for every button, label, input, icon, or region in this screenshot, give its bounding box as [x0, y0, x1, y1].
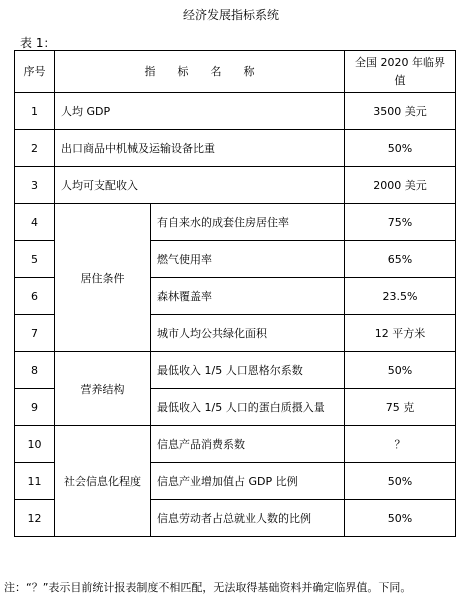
row-name: 燃气使用率 [151, 241, 345, 278]
row-name: 城市人均公共绿化面积 [151, 315, 345, 352]
category-social-informatization: 社会信息化程度 [55, 426, 151, 537]
row-value: 3500 美元 [345, 93, 456, 130]
row-no: 11 [15, 463, 55, 500]
row-no: 10 [15, 426, 55, 463]
table-row [15, 93, 456, 130]
row-no: 5 [15, 241, 55, 278]
row-name: 信息产品消费系数 [151, 426, 345, 463]
row-no: 12 [15, 500, 55, 537]
category-nutrition-structure: 营养结构 [55, 352, 151, 426]
row-value: 12 平方米 [345, 315, 456, 352]
row-name: 人均 GDP [55, 93, 345, 130]
row-no: 9 [15, 389, 55, 426]
category-living-conditions: 居住条件 [55, 204, 151, 352]
page-title: 经济发展指标系统 [182, 8, 279, 22]
row-no: 3 [15, 167, 55, 204]
table-row [15, 426, 456, 463]
table-label: 表 1： [20, 36, 56, 50]
row-name: 最低收入 1/5 人口恩格尔系数 [151, 352, 345, 389]
row-name: 最低收入 1/5 人口的蛋白质摄入量 [151, 389, 345, 426]
row-no: 1 [15, 93, 55, 130]
header-no: 序号 [15, 51, 55, 93]
row-value: ？ [345, 426, 456, 463]
table-row [15, 167, 456, 204]
row-value: 65% [345, 241, 456, 278]
header-threshold: 全国 2020 年临界值 [345, 51, 456, 93]
table-header-row [15, 51, 456, 93]
row-no: 8 [15, 352, 55, 389]
row-name: 出口商品中机械及运输设备比重 [55, 130, 345, 167]
header-name: 指 标 名 称 [55, 51, 345, 93]
row-name: 森林覆盖率 [151, 278, 345, 315]
indicator-table [14, 50, 456, 537]
row-name: 有自来水的成套住房居住率 [151, 204, 345, 241]
row-value: 50% [345, 500, 456, 537]
table-row [15, 352, 456, 389]
footnote: 注：“？”表示目前统计报表制度不相匹配，无法取得基础资料并确定临界值。下同。 [4, 581, 412, 594]
row-name: 信息产业增加值占 GDP 比例 [151, 463, 345, 500]
row-no: 4 [15, 204, 55, 241]
row-no: 6 [15, 278, 55, 315]
row-value: 50% [345, 463, 456, 500]
row-no: 2 [15, 130, 55, 167]
row-value: 75% [345, 204, 456, 241]
row-value: 75 克 [345, 389, 456, 426]
table-row [15, 130, 456, 167]
row-name: 人均可支配收入 [55, 167, 345, 204]
row-name: 信息劳动者占总就业人数的比例 [151, 500, 345, 537]
row-value: 50% [345, 352, 456, 389]
row-value: 2000 美元 [345, 167, 456, 204]
row-value: 23.5% [345, 278, 456, 315]
row-value: 50% [345, 130, 456, 167]
row-no: 7 [15, 315, 55, 352]
table-row [15, 204, 456, 241]
